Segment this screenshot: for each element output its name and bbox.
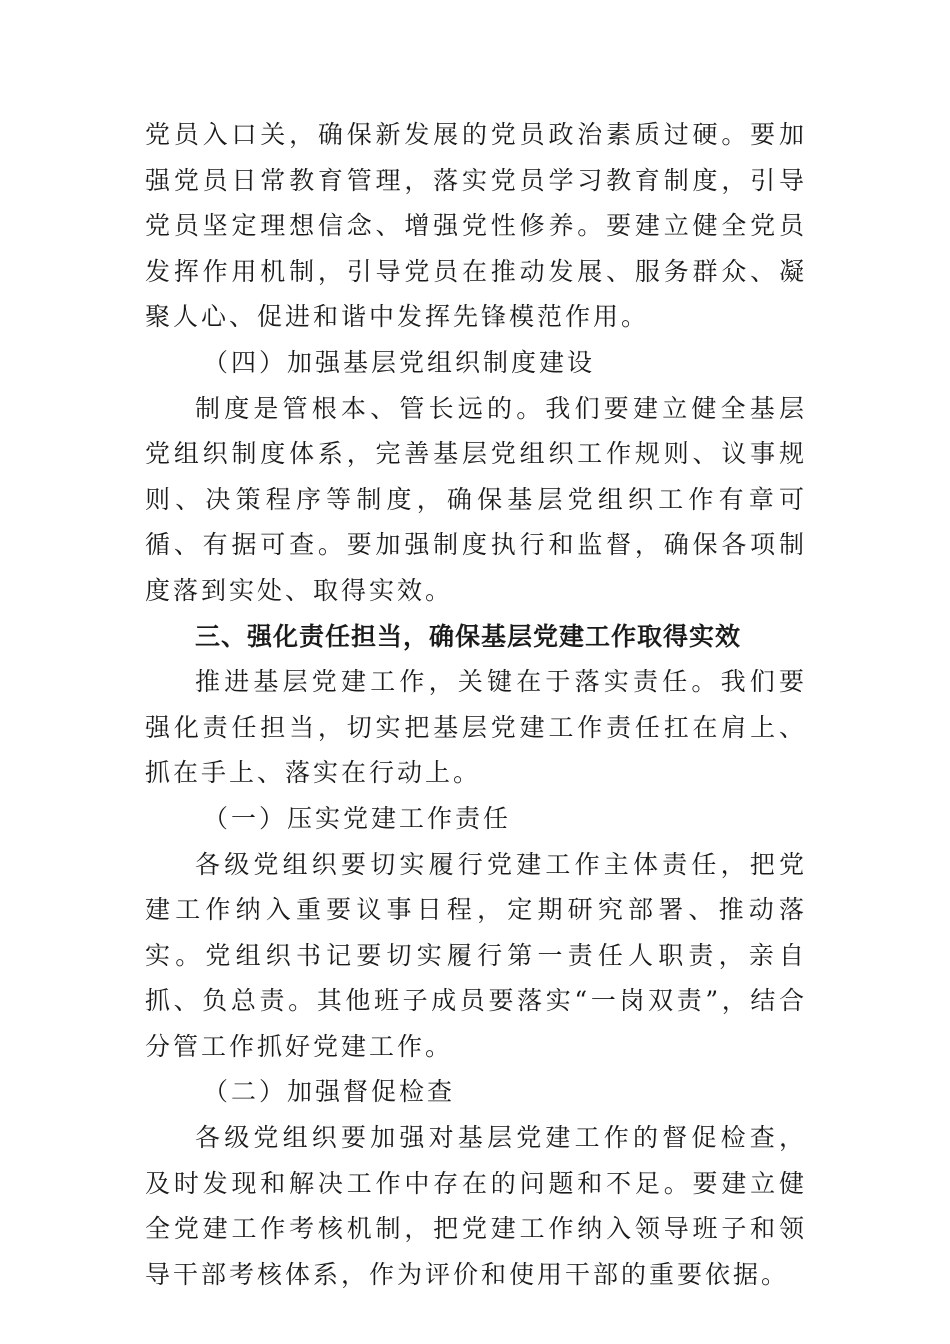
body-paragraph: 推进基层党建工作，关键在于落实责任。我们要强化责任担当，切实把基层党建工作责任扛在肩上、抓在手上、落实在行动上。: [145, 667, 807, 788]
section-heading-4: （四）加强基层党组织制度建设: [203, 347, 596, 377]
document-body: [145, 112, 807, 1297]
body-paragraph: 党员入口关，确保新发展的党员政治素质过硬。要加强党员日常教育管理，落实党员学习教育制度，引导党员坚定理想信念、增强党性修养。要建立健全党员发挥作用机制，引导党员在推动发展、服务群众、凝聚人心、促进和谐中发挥先锋模范作用。: [145, 120, 807, 332]
body-paragraph: 各级党组织要加强对基层党建工作的督促检查，及时发现和解决工作中存在的问题和不足。要建立健全党建工作考核机制，把党建工作纳入领导班子和领导干部考核体系，作为评价和使用干部的重要依据。: [145, 1123, 807, 1289]
chapter-heading-3: 三、强化责任担当，确保基层党建工作取得实效: [195, 621, 742, 651]
body-paragraph: 制度是管根本、管长远的。我们要建立健全基层党组织制度体系，完善基层党组织工作规则、议事规则、决策程序等制度，确保基层党组织工作有章可循、有据可查。要加强制度执行和监督，确保各项制度落到实处、取得实效。: [145, 393, 807, 605]
section-heading-1: （一）压实党建工作责任: [203, 803, 512, 833]
body-paragraph: 各级党组织要切实履行党建工作主体责任，把党建工作纳入重要议事日程，定期研究部署、推动落实。党组织书记要切实履行第一责任人职责，亲自抓、负总责。其他班子成员要落实“一岗双责”，结合分管工作抓好党建工作。: [145, 849, 807, 1061]
section-heading-2: （二）加强督促检查: [203, 1077, 456, 1107]
